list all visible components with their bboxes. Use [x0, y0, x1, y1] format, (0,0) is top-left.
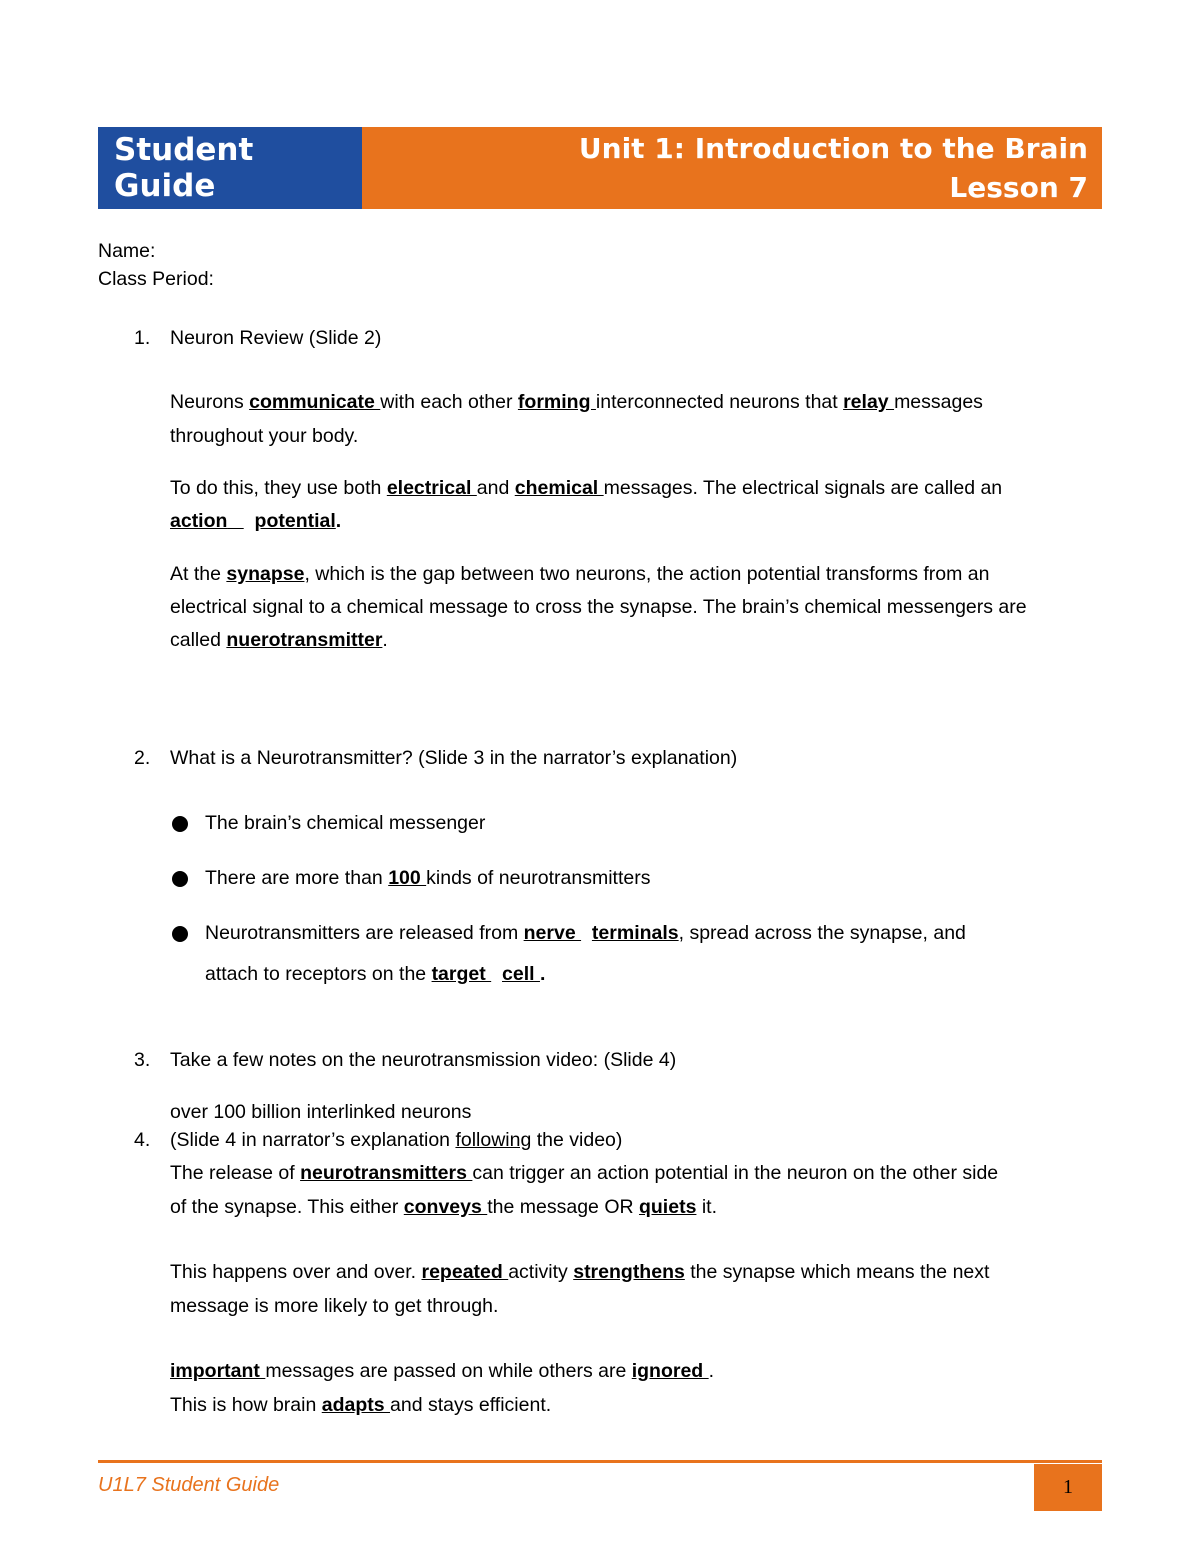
bullet-icon — [172, 926, 188, 942]
q2-number: 2. — [134, 747, 151, 769]
bullet-icon — [172, 871, 188, 887]
q4-paragraph-1b: of the synapse. This either conveys the message OR quiets it. — [170, 1196, 718, 1218]
q2-bullet-1: The brain’s chemical messenger — [205, 812, 486, 834]
header-title: Student Guide — [98, 127, 362, 209]
q1-paragraph-2: To do this, they use both electrical and chemical messages. The electrical signals are called an — [170, 477, 1003, 499]
document-header — [98, 127, 1102, 209]
q2-bullet-3b: attach to receptors on the target cell . — [205, 963, 546, 985]
q4-paragraph-2: This happens over and over. repeated activity strengthens the synapse which means the next — [170, 1261, 990, 1283]
q1-paragraph-3b: electrical signal to a chemical message to cross the synapse. The brain’s chemical messengers are — [170, 596, 1027, 618]
footer-rule — [98, 1460, 1102, 1463]
q4-title: (Slide 4 in narrator’s explanation following the video) — [170, 1129, 623, 1151]
class-period-label: Class Period: — [98, 268, 214, 290]
q1-paragraph-1: Neurons communicate with each other forming interconnected neurons that relay messages — [170, 391, 983, 413]
q1-number: 1. — [134, 327, 151, 349]
q4-paragraph-2b: message is more likely to get through. — [170, 1295, 499, 1317]
q4-paragraph-1: The release of neurotransmitters can trigger an action potential in the neuron on the other side — [170, 1162, 999, 1184]
header-unit-lesson — [362, 127, 1102, 209]
q4-paragraph-4: This is how brain adapts and stays efficient. — [170, 1394, 552, 1416]
q4-paragraph-3: important messages are passed on while others are ignored . — [170, 1360, 715, 1382]
footer-label: U1L7 Student Guide — [98, 1474, 280, 1496]
q1-paragraph-2b: action potential. — [170, 510, 342, 532]
name-label: Name: — [98, 240, 156, 262]
unit-title: Unit 1: Introduction to the Brain — [578, 132, 1088, 165]
q2-bullet-3: Neurotransmitters are released from nerve terminals, spread across the synapse, and — [205, 922, 966, 944]
q4-number: 4. — [134, 1129, 151, 1151]
q1-paragraph-3: At the synapse, which is the gap between two neurons, the action potential transforms from an — [170, 563, 990, 585]
page-number: 1 — [1034, 1464, 1102, 1511]
q3-note: over 100 billion interlinked neurons — [170, 1101, 472, 1123]
q1-paragraph-1b: throughout your body. — [170, 425, 359, 447]
lesson-title: Lesson 7 — [949, 171, 1088, 204]
q2-title: What is a Neurotransmitter? (Slide 3 in the narrator’s explanation) — [170, 747, 738, 769]
q2-bullet-2: There are more than 100 kinds of neurotransmitters — [205, 867, 651, 889]
q1-title: Neuron Review (Slide 2) — [170, 327, 382, 349]
q3-title: Take a few notes on the neurotransmission video: (Slide 4) — [170, 1049, 677, 1071]
q1-paragraph-3c: called nuerotransmitter. — [170, 629, 388, 651]
q3-number: 3. — [134, 1049, 151, 1071]
bullet-icon — [172, 816, 188, 832]
